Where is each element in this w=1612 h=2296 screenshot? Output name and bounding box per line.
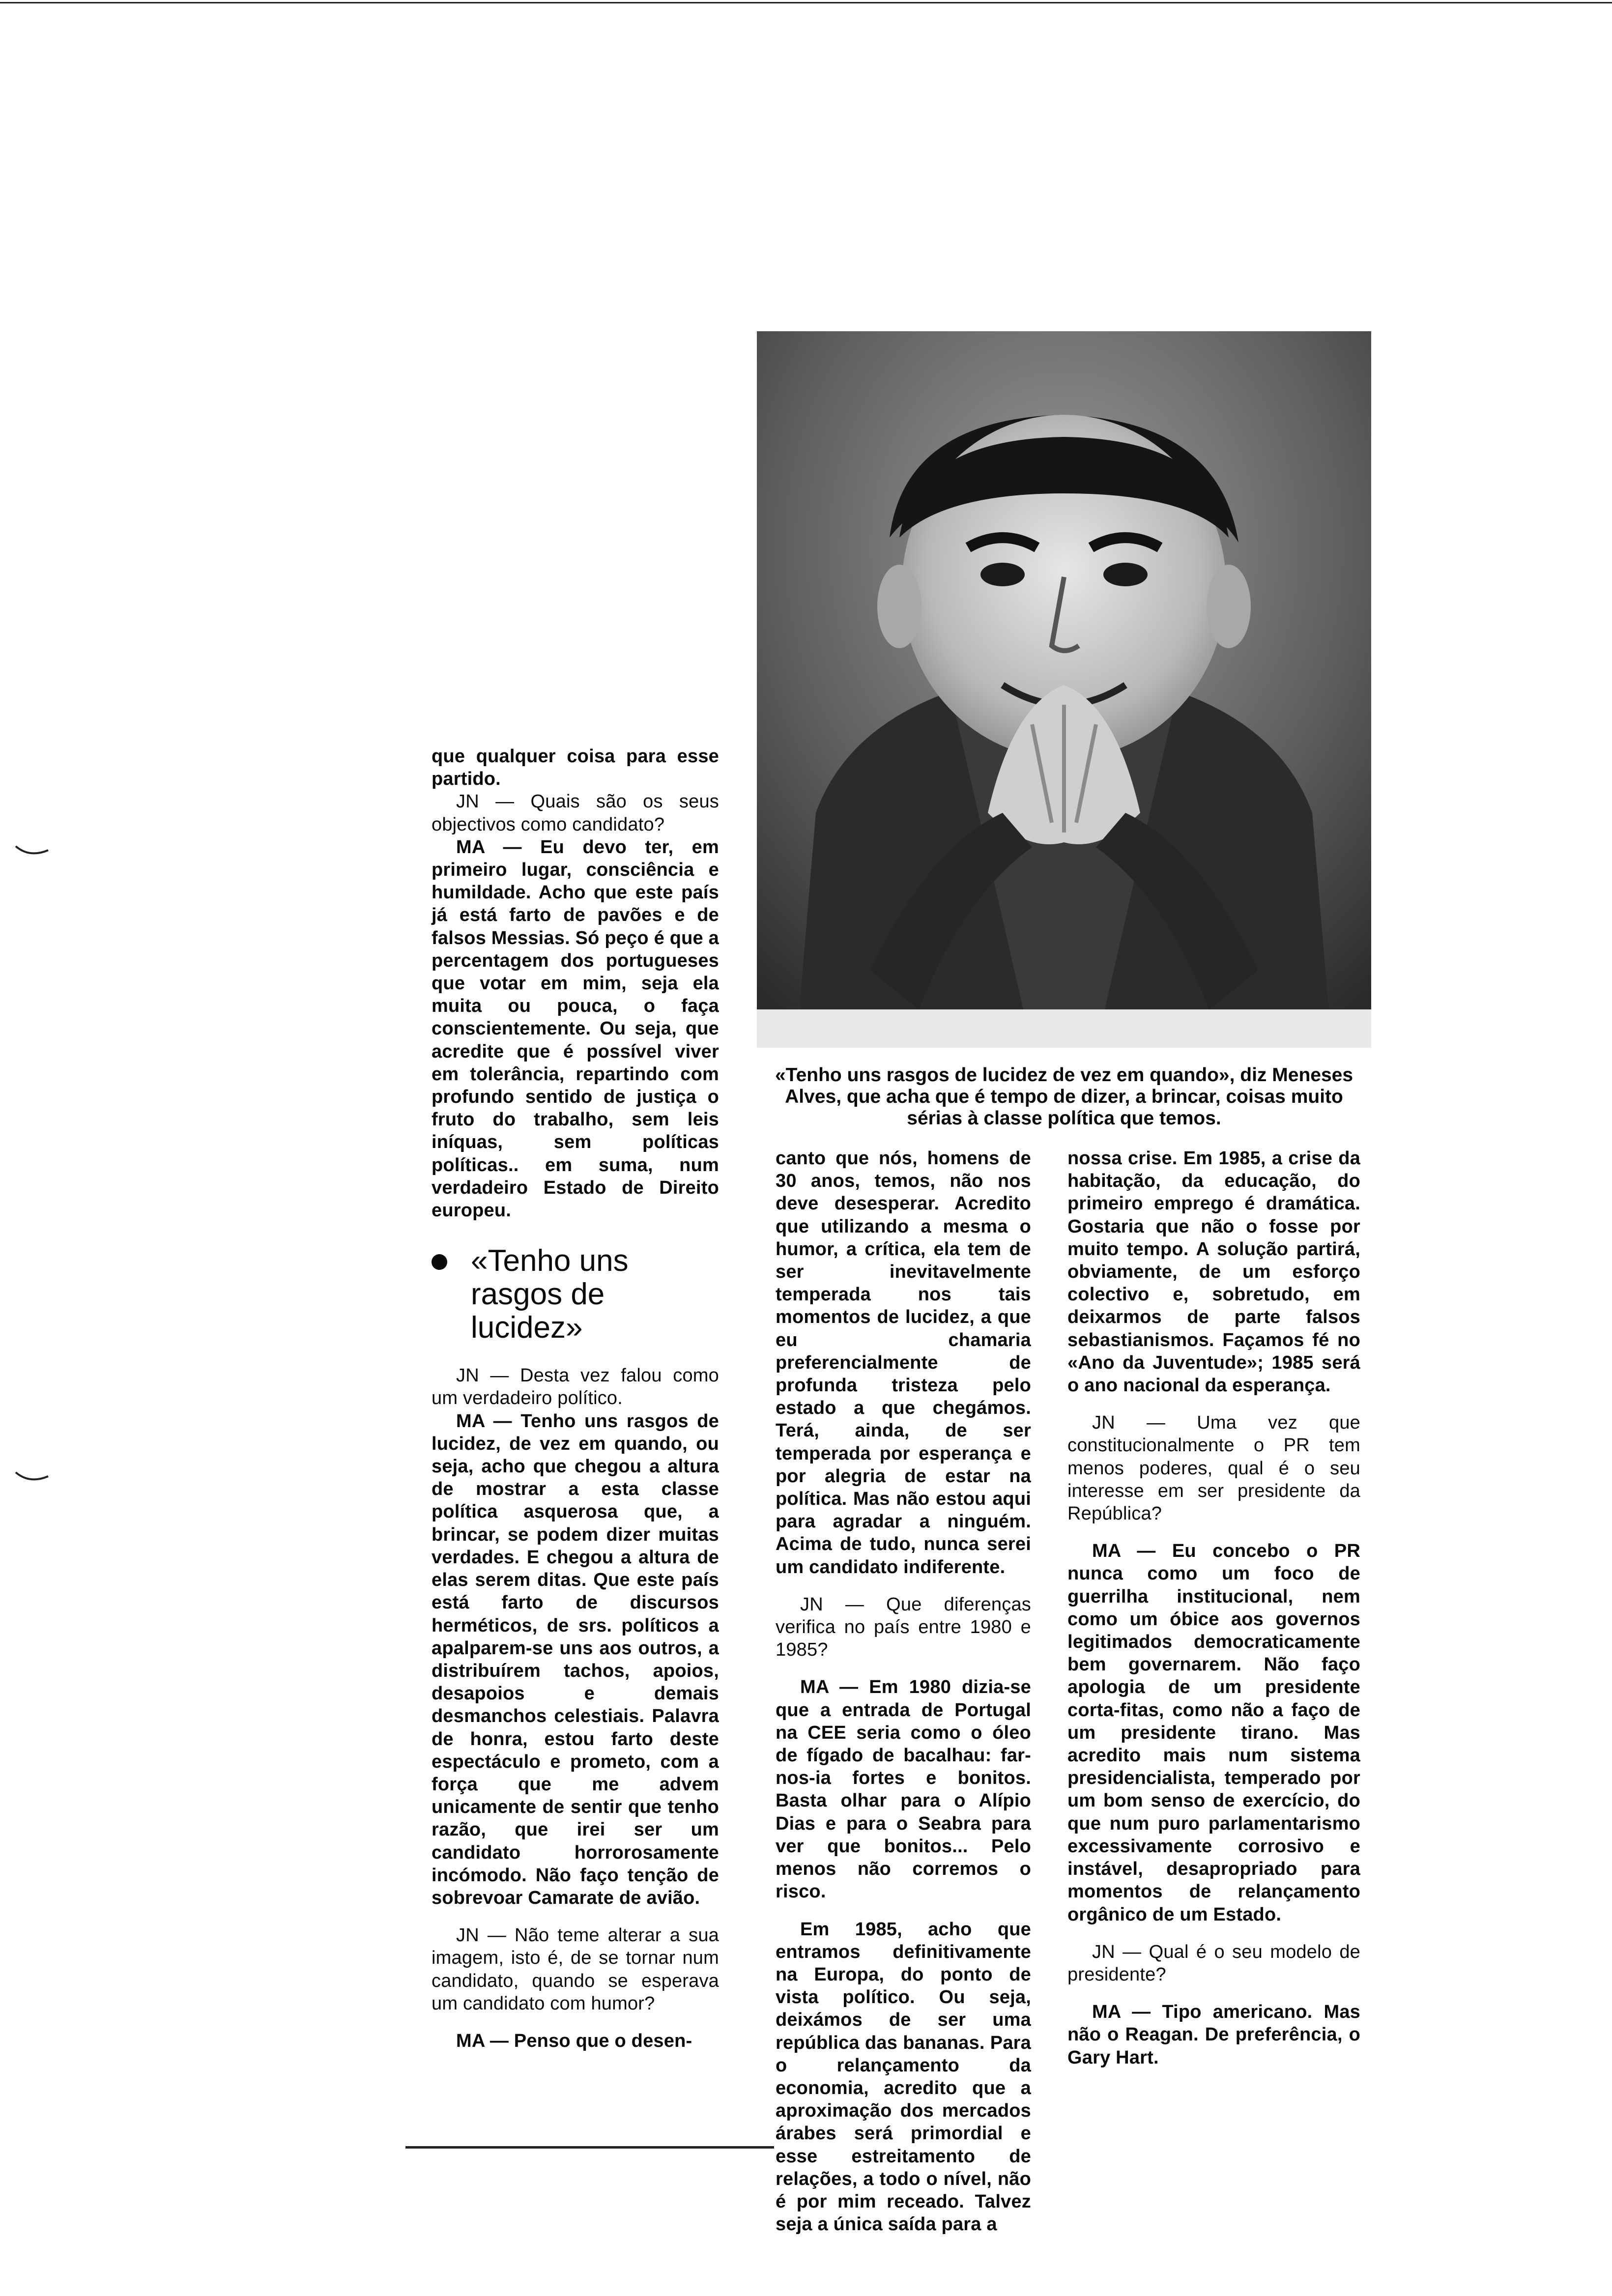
col2-answer-1: MA — Em 1980 dizia-se que a entrada de Portugal na CEE seria como o óleo de fígado de bacalhau: far-nos-ia fortes e bonitos. Basta olhar para o Alípio Dias e para o Seabra para ver que bonitos... Pelo menos não corremos o risco. — [776, 1677, 1031, 1902]
subheading-text: «Tenho uns rasgos de lucidez» — [471, 1244, 629, 1345]
col3-answer-2: MA — Tipo americano. Mas não o Reagan. De preferência, o Gary Hart. — [1067, 2002, 1360, 2068]
col2-question-1: JN — Que diferenças verifica no país entre 1980 e 1985? — [776, 1594, 1031, 1661]
article-column-3 — [1067, 1147, 1360, 2069]
article-column-1 — [432, 745, 719, 2052]
bottom-rule — [405, 2146, 774, 2149]
col1-answer-2: MA — Tenho uns rasgos de lucidez, de vez em quando, ou seja, acho que chegou a altura de mostrar a esta classe política asquerosa que, a brincar, se podem dizer muitas verdades. E chegou a altura de elas serem ditas. Que este país está farto de discursos herméticos, de srs. políticos a apalparem-se uns aos outros, a distribuírem tachos, apoios, desapoios e demais desmanchos celestiais. Palavra de honra, estou farto deste espectáculo e prometo, com a força que me advem unicamente de sentir que tenho razão, que irei ser um candidato horrorosamente incómodo. Não faço tenção de sobrevoar Camarate de avião. — [432, 1410, 719, 1908]
margin-mark-2 — [15, 1470, 49, 1483]
portrait-illustration — [757, 331, 1371, 1048]
top-rule — [0, 2, 1612, 3]
col1-question-2: JN — Desta vez falou como um verdadeiro político. — [432, 1365, 719, 1409]
margin-mark-1 — [15, 844, 49, 857]
portrait-photo — [757, 331, 1371, 1048]
col1-answer-1: MA — Eu devo ter, em primeiro lugar, consciência e humildade. Acho que este país já está farto de pavões e de falsos Messias. Só peço é que a percentagem dos portugueses que votar em mim, seja ela muita ou pouca, o faça conscientemente. Ou seja, que acredite que é possível viver em tolerância, repartindo com profundo sentido de justiça o fruto do trabalho, sem leis iníquas, sem políticas políticas.. em suma, num verdadeiro Estado de Direito europeu. — [432, 836, 719, 1221]
article-column-2 — [776, 1147, 1031, 2236]
col1-answer-3: MA — Penso que o desen- — [456, 2030, 692, 2051]
col2-paragraph-4: Em 1985, acho que entramos definitivamente na Europa, do ponto de vista político. Ou seja, deixámos de ser uma república das bananas. Para o relançamento da economia, acredito que a aproximação dos mercados árabes será primordial e esse estreitamento de relações, a todo o nível, não é por mim receado. Talvez seja a única saída para a — [776, 1919, 1031, 2235]
col2-paragraph-1: canto que nós, homens de 30 anos, temos, não nos deve desesperar. Acredito que utilizando a mesma o humor, a crítica, ela tem de ser inevitavelmente temperada nos tais momentos de lucidez, a que eu chamaria preferencialmente de profunda tristeza pelo estado a que chegámos. Terá, ainda, de ser temperada por esperança e por alegria de estar na política. Mas não estou aqui para agradar a ninguém. Acima de tudo, nunca serei um candidato indiferente. — [776, 1148, 1031, 1578]
col1-question-3: JN — Não teme alterar a sua imagem, isto é, de se tornar num candidato, quando se esperava um candidato com humor? — [432, 1925, 719, 2014]
col3-paragraph-1: nossa crise. Em 1985, a crise da habitação, da educação, do primeiro emprego é dramática. Gostaria que não o fosse por muito tempo. A solução partirá, obviamente, de um esforço colectivo e, sobretudo, em deixarmos de parte falsos sebastianismos. Façamos fé no «Ano da Juventude»; 1985 será o ano nacional da esperança. — [1067, 1148, 1360, 1396]
photo-caption: «Tenho uns rasgos de lucidez de vez em quando», diz Meneses Alves, que acha que é tempo de dizer, a brincar, coisas muito sérias à classe política que temos. — [775, 1064, 1353, 1129]
col1-paragraph-1: que qualquer coisa para esse partido. — [432, 746, 719, 790]
col3-question-2: JN — Qual é o seu modelo de presidente? — [1067, 1941, 1360, 1985]
bullet-icon — [432, 1254, 447, 1270]
col3-answer-1: MA — Eu concebo o PR nunca como um foco de guerrilha institucional, nem como um óbice aos governos legitimados democraticamente bem governarem. Não faço apologia de um presidente corta-fitas, como não a faço de um presidente tirano. Mas acredito mais num sistema presidencialista, temperado por um bom senso de exercício, do que num puro parlamentarismo excessivamente corrosivo e instável, desapropriado para momentos de relançamento orgânico de um Estado. — [1067, 1541, 1360, 1925]
subheading — [432, 1244, 719, 1345]
col3-question-1: JN — Uma vez que constitucionalmente o PR tem menos poderes, qual é o seu interesse em ser presidente da República? — [1067, 1412, 1360, 1524]
col1-question-1: JN — Quais são os seus objectivos como candidato? — [432, 791, 719, 835]
